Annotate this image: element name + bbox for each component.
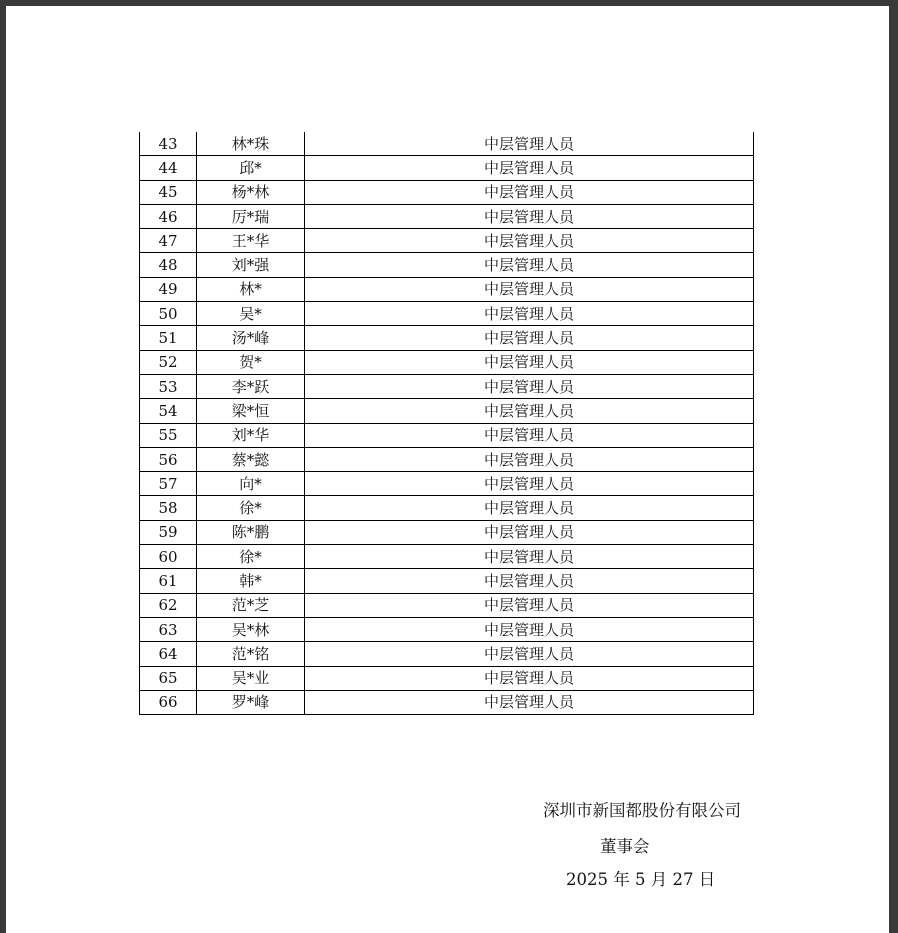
row-number-cell: 52 xyxy=(140,350,197,374)
row-number-cell: 56 xyxy=(140,447,197,471)
position-cell: 中层管理人员 xyxy=(305,156,754,180)
row-number-cell: 51 xyxy=(140,326,197,350)
table-row xyxy=(140,520,754,544)
row-number-cell: 44 xyxy=(140,156,197,180)
table-row xyxy=(140,326,754,350)
table-row xyxy=(140,423,754,447)
table-row xyxy=(140,374,754,398)
table-row xyxy=(140,496,754,520)
table-row xyxy=(140,302,754,326)
row-number-cell: 55 xyxy=(140,423,197,447)
row-number-cell: 63 xyxy=(140,617,197,641)
position-cell: 中层管理人员 xyxy=(305,447,754,471)
row-number-cell: 43 xyxy=(140,132,197,156)
employee-name-cell: 林*珠 xyxy=(197,132,305,156)
position-cell: 中层管理人员 xyxy=(305,496,754,520)
table-row xyxy=(140,666,754,690)
signature-board: 董事会 xyxy=(600,837,650,856)
row-number-cell: 50 xyxy=(140,302,197,326)
employee-name-cell: 林* xyxy=(197,277,305,301)
employee-name-cell: 邱* xyxy=(197,156,305,180)
row-number-cell: 57 xyxy=(140,472,197,496)
row-number-cell: 64 xyxy=(140,642,197,666)
employee-name-cell: 杨*林 xyxy=(197,180,305,204)
position-cell: 中层管理人员 xyxy=(305,666,754,690)
table-row xyxy=(140,617,754,641)
employee-name-cell: 李*跃 xyxy=(197,374,305,398)
row-number-cell: 66 xyxy=(140,690,197,714)
row-number-cell: 61 xyxy=(140,569,197,593)
position-cell: 中层管理人员 xyxy=(305,326,754,350)
position-cell: 中层管理人员 xyxy=(305,229,754,253)
employee-name-cell: 陈*鹏 xyxy=(197,520,305,544)
row-number-cell: 45 xyxy=(140,180,197,204)
position-cell: 中层管理人员 xyxy=(305,350,754,374)
employee-name-cell: 贺* xyxy=(197,350,305,374)
employee-name-cell: 吴* xyxy=(197,302,305,326)
table-row xyxy=(140,447,754,471)
row-number-cell: 60 xyxy=(140,545,197,569)
row-number-cell: 65 xyxy=(140,666,197,690)
signature-company: 深圳市新国都股份有限公司 xyxy=(543,801,741,820)
table-row xyxy=(140,642,754,666)
position-cell: 中层管理人员 xyxy=(305,132,754,156)
row-number-cell: 62 xyxy=(140,593,197,617)
table-row xyxy=(140,204,754,228)
employee-name-cell: 蔡*懿 xyxy=(197,447,305,471)
employee-name-cell: 范*芝 xyxy=(197,593,305,617)
employee-name-cell: 梁*恒 xyxy=(197,399,305,423)
table-row xyxy=(140,690,754,714)
table-row xyxy=(140,253,754,277)
signature-date: 2025 年 5 月 27 日 xyxy=(566,870,716,889)
employee-name-cell: 刘*华 xyxy=(197,423,305,447)
table-row xyxy=(140,399,754,423)
position-cell: 中层管理人员 xyxy=(305,180,754,204)
employee-name-cell: 罗*峰 xyxy=(197,690,305,714)
row-number-cell: 46 xyxy=(140,204,197,228)
employee-name-cell: 徐* xyxy=(197,496,305,520)
table-row xyxy=(140,229,754,253)
employee-name-cell: 汤*峰 xyxy=(197,326,305,350)
table-row xyxy=(140,180,754,204)
row-number-cell: 53 xyxy=(140,374,197,398)
position-cell: 中层管理人员 xyxy=(305,617,754,641)
employee-name-cell: 刘*强 xyxy=(197,253,305,277)
employee-name-cell: 范*铭 xyxy=(197,642,305,666)
table-row xyxy=(140,472,754,496)
table-row xyxy=(140,132,754,156)
employee-name-cell: 韩* xyxy=(197,569,305,593)
row-number-cell: 47 xyxy=(140,229,197,253)
incentive-roster-table xyxy=(139,132,754,715)
table-row xyxy=(140,569,754,593)
table-row xyxy=(140,545,754,569)
position-cell: 中层管理人员 xyxy=(305,472,754,496)
position-cell: 中层管理人员 xyxy=(305,253,754,277)
position-cell: 中层管理人员 xyxy=(305,423,754,447)
position-cell: 中层管理人员 xyxy=(305,520,754,544)
employee-name-cell: 吴*业 xyxy=(197,666,305,690)
table-row xyxy=(140,350,754,374)
position-cell: 中层管理人员 xyxy=(305,593,754,617)
table-row xyxy=(140,277,754,301)
row-number-cell: 54 xyxy=(140,399,197,423)
employee-name-cell: 王*华 xyxy=(197,229,305,253)
employee-name-cell: 吴*林 xyxy=(197,617,305,641)
row-number-cell: 59 xyxy=(140,520,197,544)
row-number-cell: 48 xyxy=(140,253,197,277)
employee-name-cell: 徐* xyxy=(197,545,305,569)
position-cell: 中层管理人员 xyxy=(305,399,754,423)
row-number-cell: 49 xyxy=(140,277,197,301)
position-cell: 中层管理人员 xyxy=(305,374,754,398)
position-cell: 中层管理人员 xyxy=(305,690,754,714)
roster-table-body xyxy=(140,132,754,715)
position-cell: 中层管理人员 xyxy=(305,569,754,593)
position-cell: 中层管理人员 xyxy=(305,277,754,301)
position-cell: 中层管理人员 xyxy=(305,642,754,666)
position-cell: 中层管理人员 xyxy=(305,204,754,228)
table-row xyxy=(140,156,754,180)
row-number-cell: 58 xyxy=(140,496,197,520)
position-cell: 中层管理人员 xyxy=(305,545,754,569)
table-row xyxy=(140,593,754,617)
position-cell: 中层管理人员 xyxy=(305,302,754,326)
employee-name-cell: 厉*瑞 xyxy=(197,204,305,228)
employee-name-cell: 向* xyxy=(197,472,305,496)
